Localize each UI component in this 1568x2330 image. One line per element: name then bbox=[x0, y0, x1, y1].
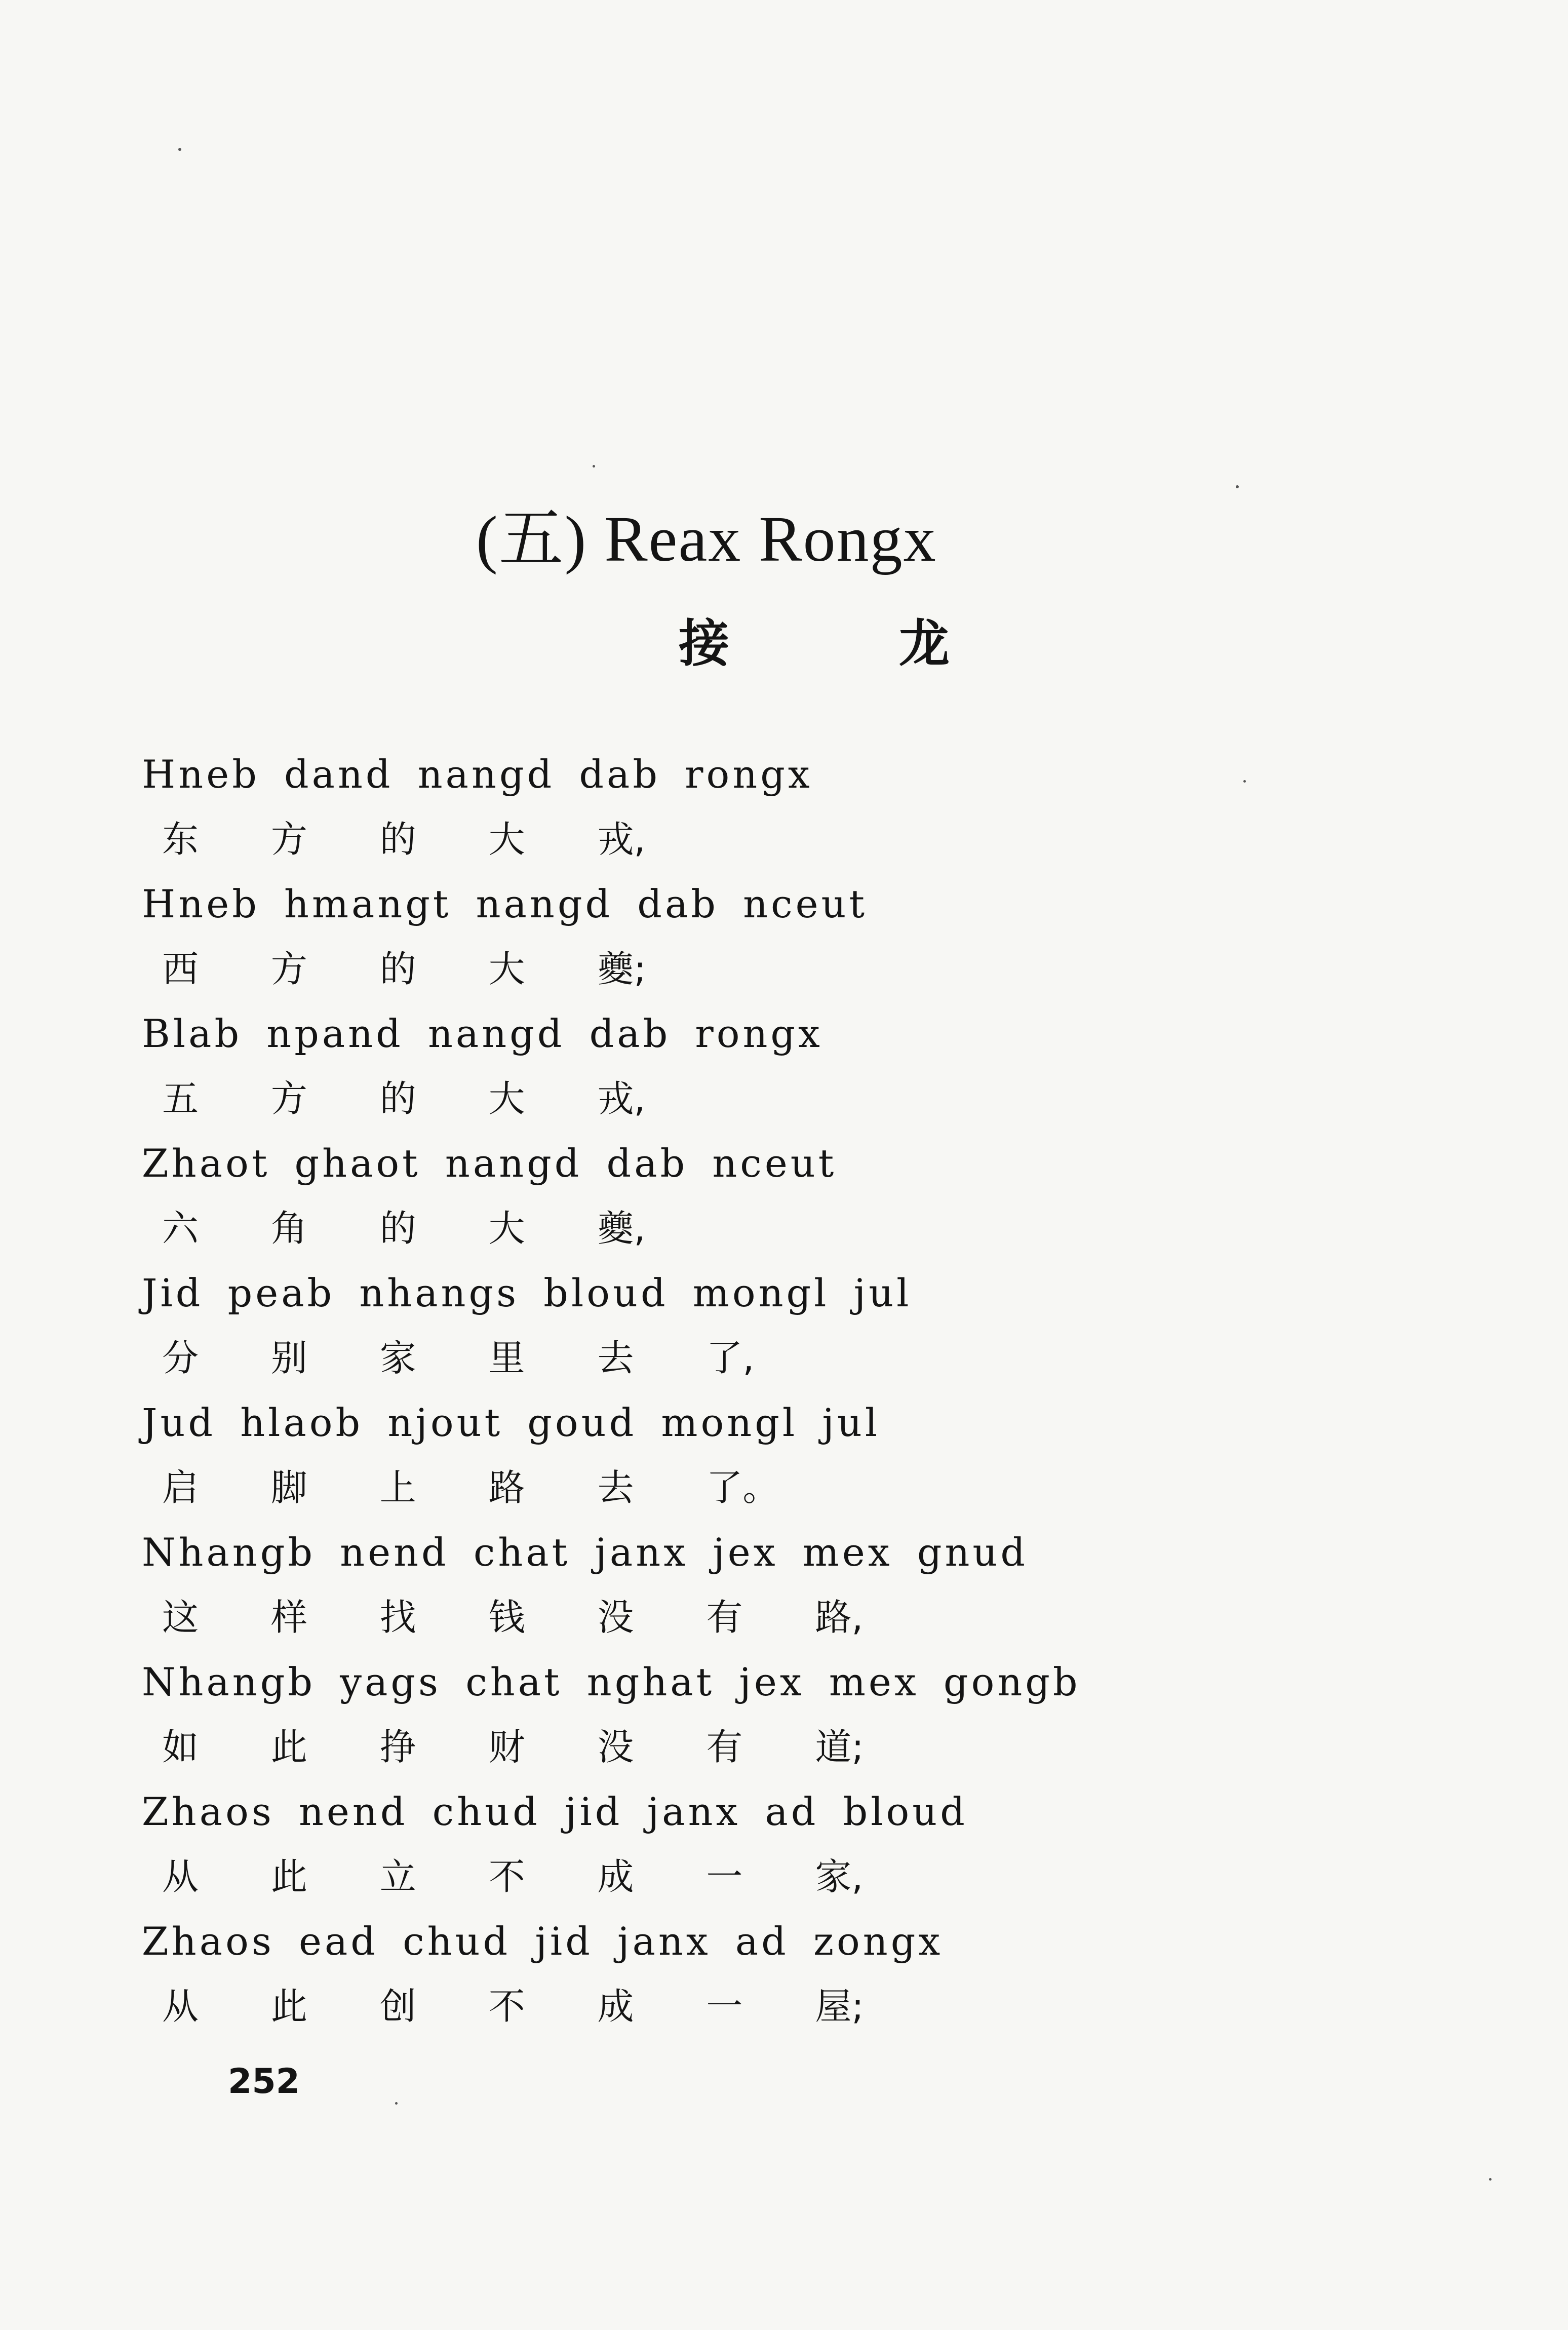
miao-line: Jid peab nhangs bloud mongl jul bbox=[142, 1270, 912, 1315]
chinese-line: 六 角 的 大 夔, bbox=[162, 1207, 646, 1250]
print-speck bbox=[593, 465, 595, 468]
miao-line: Zhaot ghaot nangd dab nceut bbox=[142, 1141, 837, 1186]
chinese-line: 启 脚 上 路 去 了。 bbox=[162, 1466, 779, 1509]
miao-line: Blab npand nangd dab rongx bbox=[142, 1011, 823, 1056]
page-title: (五) Reax Rongx bbox=[476, 503, 937, 575]
chinese-line: 从 此 创 不 成 一 屋; bbox=[162, 1985, 864, 2028]
chinese-line: 如 此 挣 财 没 有 道; bbox=[162, 1726, 864, 1768]
chinese-line: 这 样 找 钱 没 有 路, bbox=[162, 1596, 864, 1639]
chinese-line: 东 方 的 大 戎, bbox=[162, 818, 646, 861]
chinese-line: 从 此 立 不 成 一 家, bbox=[162, 1855, 864, 1898]
print-speck bbox=[395, 2102, 398, 2105]
miao-line: Nhangb yags chat nghat jex mex gongb bbox=[142, 1659, 1081, 1704]
page-number: 252 bbox=[228, 2062, 300, 2102]
miao-line: Zhaos nend chud jid janx ad bloud bbox=[142, 1789, 968, 1834]
miao-line: Nhangb nend chat janx jex mex gnud bbox=[142, 1530, 1029, 1575]
chinese-line: 西 方 的 大 夔; bbox=[162, 948, 646, 990]
miao-line: Jud hlaob njout goud mongl jul bbox=[142, 1400, 881, 1445]
chinese-line: 五 方 的 大 戎, bbox=[162, 1077, 646, 1120]
print-speck bbox=[178, 148, 181, 151]
chinese-line: 分 别 家 里 去 了, bbox=[162, 1337, 755, 1379]
verse-block bbox=[142, 742, 1256, 2039]
miao-line: Zhaos ead chud jid janx ad zongx bbox=[142, 1919, 944, 1964]
miao-line: Hneb hmangt nangd dab nceut bbox=[142, 881, 868, 926]
print-speck bbox=[1489, 2178, 1492, 2181]
print-speck bbox=[1236, 485, 1239, 488]
miao-line: Hneb dand nangd dab rongx bbox=[142, 752, 813, 797]
page-subtitle: 接 龙 bbox=[679, 614, 950, 673]
